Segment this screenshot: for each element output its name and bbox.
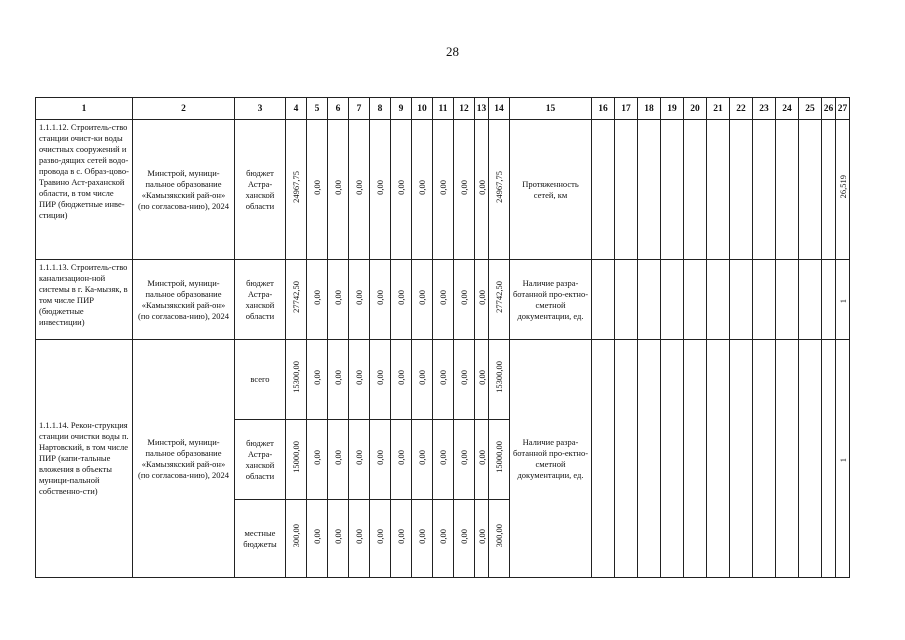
col-header: 18 [638, 98, 661, 120]
value-cell: 0,00 [349, 420, 370, 500]
value-cell: 0,00 [370, 340, 391, 420]
col-header: 10 [412, 98, 433, 120]
empty-cell [638, 340, 661, 578]
value-cell: 0,00 [391, 340, 412, 420]
empty-cell [707, 340, 730, 578]
value-cell: 0,00 [349, 340, 370, 420]
value-cell: 0,00 [433, 500, 454, 578]
value-cell: 300,00 [489, 500, 510, 578]
measure-description: 1.1.1.12. Строитель-ство станции очист-ки воды очистных сооружений и разво-дящих сетей водо-провода в с. Образ-цово-Травино Аст-раханской области, в том числе ПИР (бюджетные инве-стиции) [36, 120, 133, 260]
empty-cell [822, 260, 836, 340]
empty-cell [776, 120, 799, 260]
empty-cell [684, 340, 707, 578]
col-header: 21 [707, 98, 730, 120]
value-cell: 0,00 [307, 260, 328, 340]
value-cell: 24967,75 [489, 120, 510, 260]
value-cell: 15300,00 [286, 340, 307, 420]
empty-cell [661, 120, 684, 260]
value-cell: 0,00 [412, 120, 433, 260]
empty-cell [684, 120, 707, 260]
value-cell: 0,00 [328, 420, 349, 500]
empty-cell [822, 340, 836, 578]
value-cell: 15000,00 [286, 420, 307, 500]
col-header: 23 [753, 98, 776, 120]
empty-cell [707, 120, 730, 260]
executor-cell: Минстрой, муници-пальное образование «Камызякский рай-он» (по согласова-нию), 2024 [133, 260, 235, 340]
value-cell: 0,00 [433, 340, 454, 420]
col-header: 20 [684, 98, 707, 120]
value-cell: 0,00 [475, 120, 489, 260]
indicator-cell: Наличие разра-ботанной про-ектно-сметной документации, ед. [510, 260, 592, 340]
value-cell: 0,00 [391, 500, 412, 578]
empty-cell [615, 120, 638, 260]
target-value-cell: 1 [836, 260, 850, 340]
table-row [36, 260, 850, 340]
value-cell: 0,00 [328, 340, 349, 420]
empty-cell [592, 340, 615, 578]
value-cell: 0,00 [328, 260, 349, 340]
value-cell: 0,00 [307, 120, 328, 260]
empty-cell [730, 120, 753, 260]
col-header: 7 [349, 98, 370, 120]
empty-cell [753, 340, 776, 578]
value-cell: 24967,75 [286, 120, 307, 260]
page-number: 28 [446, 44, 459, 59]
col-header: 25 [799, 98, 822, 120]
col-header: 15 [510, 98, 592, 120]
value-cell: 0,00 [328, 500, 349, 578]
value-cell: 0,00 [412, 500, 433, 578]
empty-cell [753, 260, 776, 340]
value-cell: 0,00 [328, 120, 349, 260]
value-cell: 0,00 [475, 500, 489, 578]
value-cell: 0,00 [475, 340, 489, 420]
indicator-cell: Наличие разра-ботанной про-ектно-сметной документации, ед. [510, 340, 592, 578]
empty-cell [684, 260, 707, 340]
program-table [35, 97, 850, 578]
col-header: 4 [286, 98, 307, 120]
value-cell: 0,00 [349, 260, 370, 340]
col-header: 2 [133, 98, 235, 120]
executor-cell: Минстрой, муници-пальное образование «Камызякский рай-он» (по согласова-нию), 2024 [133, 120, 235, 260]
value-cell: 0,00 [370, 260, 391, 340]
funding-source: бюджет Астра-ханской области [235, 120, 286, 260]
value-cell: 0,00 [433, 120, 454, 260]
col-header: 12 [454, 98, 475, 120]
empty-cell [592, 260, 615, 340]
col-header: 17 [615, 98, 638, 120]
value-cell: 300,00 [286, 500, 307, 578]
table-row [36, 120, 850, 260]
empty-cell [638, 260, 661, 340]
empty-cell [615, 260, 638, 340]
value-cell: 27742,50 [286, 260, 307, 340]
column-number-row [36, 98, 850, 120]
value-cell: 0,00 [391, 120, 412, 260]
empty-cell [615, 340, 638, 578]
empty-cell [638, 120, 661, 260]
value-cell: 0,00 [391, 420, 412, 500]
value-cell: 0,00 [454, 120, 475, 260]
empty-cell [776, 340, 799, 578]
col-header: 19 [661, 98, 684, 120]
col-header: 1 [36, 98, 133, 120]
col-header: 14 [489, 98, 510, 120]
value-cell: 0,00 [412, 260, 433, 340]
empty-cell [799, 120, 822, 260]
target-value-cell: 1 [836, 340, 850, 578]
empty-cell [592, 120, 615, 260]
funding-source: бюджет Астра-ханской области [235, 420, 286, 500]
funding-source: местные бюджеты [235, 500, 286, 578]
value-cell: 0,00 [433, 260, 454, 340]
col-header: 9 [391, 98, 412, 120]
col-header: 11 [433, 98, 454, 120]
target-value-cell: 26,519 [836, 120, 850, 260]
col-header: 3 [235, 98, 286, 120]
value-cell: 0,00 [454, 500, 475, 578]
empty-cell [730, 260, 753, 340]
value-cell: 0,00 [307, 420, 328, 500]
value-cell: 15300,00 [489, 340, 510, 420]
value-cell: 0,00 [370, 420, 391, 500]
empty-cell [753, 120, 776, 260]
value-cell: 0,00 [475, 260, 489, 340]
empty-cell [707, 260, 730, 340]
value-cell: 15000,00 [489, 420, 510, 500]
col-header: 8 [370, 98, 391, 120]
value-cell: 27742,50 [489, 260, 510, 340]
col-header: 27 [836, 98, 850, 120]
value-cell: 0,00 [475, 420, 489, 500]
funding-source: всего [235, 340, 286, 420]
empty-cell [822, 120, 836, 260]
value-cell: 0,00 [349, 500, 370, 578]
value-cell: 0,00 [370, 500, 391, 578]
value-cell: 0,00 [307, 340, 328, 420]
empty-cell [661, 340, 684, 578]
empty-cell [799, 340, 822, 578]
table-row [36, 340, 850, 420]
value-cell: 0,00 [307, 500, 328, 578]
col-header: 16 [592, 98, 615, 120]
empty-cell [799, 260, 822, 340]
funding-source: бюджет Астра-ханской области [235, 260, 286, 340]
value-cell: 0,00 [412, 340, 433, 420]
empty-cell [730, 340, 753, 578]
measure-description: 1.1.1.13. Строитель-ство канализацион-ной системы в г. Ка-мызяк, в том числе ПИР (бюджетные инвестиции) [36, 260, 133, 340]
value-cell: 0,00 [433, 420, 454, 500]
col-header: 13 [475, 98, 489, 120]
value-cell: 0,00 [349, 120, 370, 260]
empty-cell [776, 260, 799, 340]
value-cell: 0,00 [454, 420, 475, 500]
col-header: 6 [328, 98, 349, 120]
col-header: 22 [730, 98, 753, 120]
value-cell: 0,00 [391, 260, 412, 340]
value-cell: 0,00 [454, 260, 475, 340]
col-header: 26 [822, 98, 836, 120]
empty-cell [661, 260, 684, 340]
col-header: 5 [307, 98, 328, 120]
value-cell: 0,00 [412, 420, 433, 500]
measure-description: 1.1.1.14. Рекон-струкция станции очистки воды п. Нартовский, в том числе ПИР (капи-тальные вложения в объекты муници-пальной собственно-сти) [36, 340, 133, 578]
value-cell: 0,00 [454, 340, 475, 420]
value-cell: 0,00 [370, 120, 391, 260]
executor-cell: Минстрой, муници-пальное образование «Камызякский рай-он» (по согласова-нию), 2024 [133, 340, 235, 578]
col-header: 24 [776, 98, 799, 120]
indicator-cell: Протяженность сетей, км [510, 120, 592, 260]
